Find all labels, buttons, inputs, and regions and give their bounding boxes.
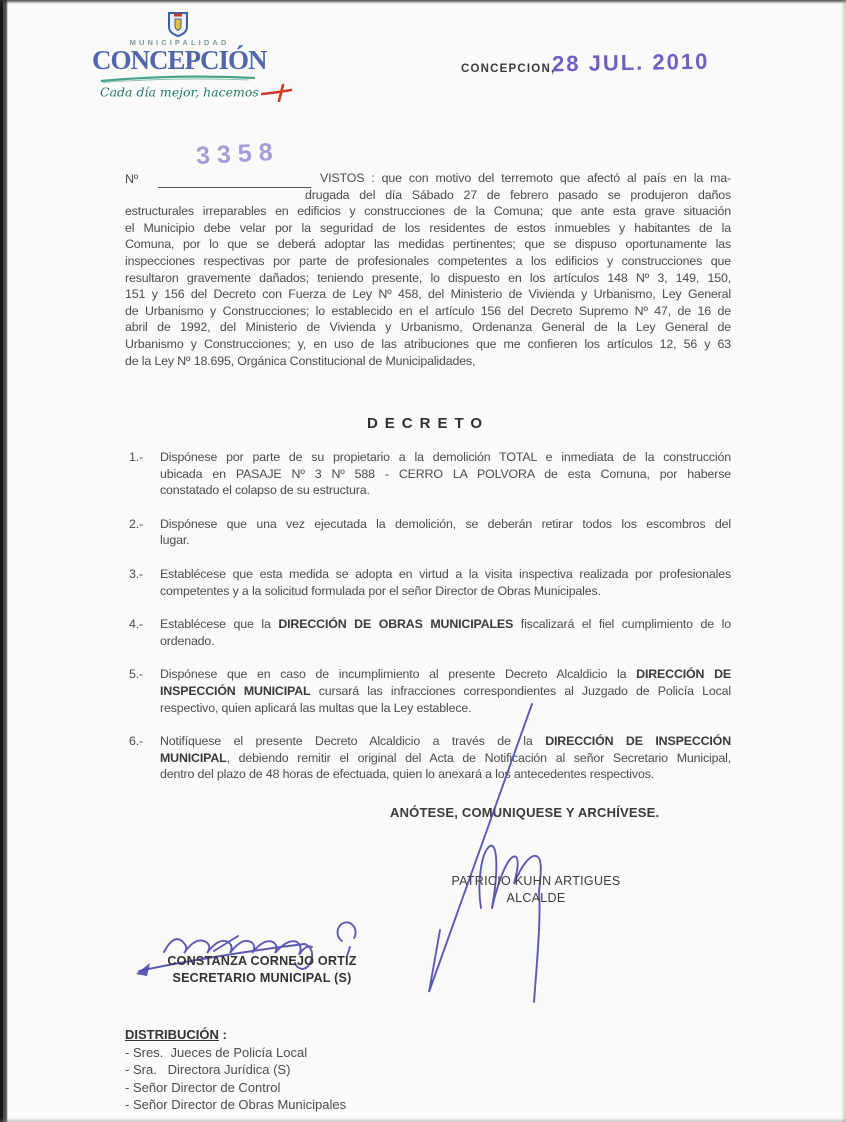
- vistos-paragraph: [125, 170, 731, 369]
- item-line: respectivo, quien aplicará las multas que la Ley establece.: [160, 700, 472, 715]
- signature-arrowhead: [136, 963, 150, 976]
- plus-cross-icon: [261, 84, 295, 102]
- distribution-heading-text: DISTRIBUCIÓN: [125, 1027, 219, 1042]
- logo-tagline-text: Cada día mejor, hacemos: [100, 84, 259, 100]
- vistos-line: drugada del día Sábado 27 de febrero pasado se produjeron daños: [305, 187, 731, 202]
- vistos-line: estructurales irreparables en edificios y construcciones de la Comuna; que ante esta grave situación: [125, 204, 731, 219]
- decree-item-2: [125, 516, 731, 549]
- item-line: dentro del plazo de 48 horas de efectuada, quien lo anexará a los antecedentes respectivos.: [160, 767, 655, 782]
- scan-edge-top: [0, 0, 846, 4]
- place-label: CONCEPCION,: [461, 63, 556, 75]
- item-line: Establécese que la DIRECCIÓN DE OBRAS MUNICIPALES fiscalizará el fiel cumplimiento de lo: [160, 617, 732, 632]
- scan-edge-left: [0, 0, 8, 1122]
- item-line: Dispónese por parte de su propietario a la demolición TOTAL e inmediata de la construcción: [160, 450, 731, 464]
- item-line: Notifíquese el presente Decreto Alcaldicio a través de la DIRECCIÓN DE INSPECCIÓN: [160, 734, 731, 749]
- vistos-line: abril de 1992, del Ministerio de Vivienda y Urbanismo, Ordenanza General de la Ley General de: [125, 320, 731, 335]
- logo-org-small: MUNICIPALIDAD: [129, 38, 230, 47]
- distribution-item: - Señor Director de Control: [125, 1079, 281, 1095]
- distribution-item: - Sra. Directora Jurídica (S): [125, 1062, 291, 1078]
- decree-item-3: [125, 566, 731, 599]
- date-stamp: 28 JUL. 2010: [551, 48, 710, 77]
- item-number: 6.-: [129, 734, 144, 749]
- item-line: ubicada en PASAJE Nº 3 Nº 588 - CERRO LA POLVORA de esta Comuna, por haberse: [160, 466, 731, 481]
- signer-name: PATRICIO KUHN ARTIGUES: [451, 874, 621, 888]
- distribution-section: [125, 1026, 346, 1113]
- item-line: Dispónese que una vez ejecutada la demolición, se deberán retirar todos los escombros del: [160, 516, 731, 531]
- item-line: Dispónese que en caso de incumplimiento al presente Decreto Alcaldicio la DIRECCIÓN DE: [160, 667, 731, 682]
- distribution-item: - Señor Director de Obras Municipales: [125, 1096, 347, 1112]
- item-line: INSPECCIÓN MUNICIPAL cursará las infracciones correspondientes al Juzgado de Policía Local: [160, 683, 731, 698]
- municipality-logo: [92, 12, 267, 102]
- item-line: constatado el colapso de su estructura.: [160, 483, 370, 498]
- vistos-line: inspecciones respectivas por parte de profesionales competentes a los edificios y construcciones que: [125, 253, 731, 268]
- vistos-line: de Urbanismo y Construcciones; lo establecido en el artículo 156 del Decreto Supremo Nº 47, de 16 de: [125, 303, 731, 318]
- closing-formula: ANÓTESE, COMUNIQUESE Y ARCHÍVESE.: [390, 805, 660, 820]
- vistos-line: Comuna, por lo que se deberá adoptar las medidas pertinentes; que se dispuso oportunamente las: [125, 237, 731, 252]
- item-number: 4.-: [129, 617, 144, 632]
- decree-item-4: [125, 616, 731, 649]
- vistos-line: VISTOS : que con motivo del terremoto que afectó al país en la ma-: [320, 171, 731, 185]
- scan-edge-bottom: [0, 1118, 846, 1122]
- item-number: 2.-: [129, 516, 144, 531]
- distribution-heading-colon: :: [218, 1027, 227, 1042]
- item-number: 3.-: [129, 566, 144, 581]
- signer-name: CONSTANZA CORNEJO ORTIZ: [167, 954, 357, 968]
- number-label: Nº: [125, 172, 139, 186]
- signer-title: SECRETARIO MUNICIPAL (S): [172, 971, 352, 985]
- vistos-line: resultaron gravemente dañados; teniendo presente, lo dispuesto en los artículos 148 Nº 3, 149, 150,: [125, 270, 731, 285]
- vistos-line: el Municipio debe velar por la seguridad de los residentes de estos inmuebles y habitantes de la: [125, 220, 731, 235]
- item-line: ordenado.: [160, 633, 215, 648]
- decree-items: [125, 449, 731, 800]
- logo-org-large: CONCEPCIÓN: [92, 45, 267, 75]
- decree-item-5: [125, 666, 731, 716]
- decree-item-6: [125, 733, 731, 783]
- vistos-line: de la Ley Nº 18.695, Orgánica Constitucional de Municipalidades,: [125, 353, 476, 368]
- logo-tagline: [100, 84, 264, 102]
- item-line: lugar.: [160, 533, 190, 548]
- vistos-line: Urbanismo y Construcciones; y, en uso de las atribuciones que me confieren los artículos 12, 56 y 63: [125, 336, 731, 351]
- item-line: competentes y a la solicitud formulada por el señor Director de Obras Municipales.: [160, 583, 601, 598]
- decree-heading: DECRETO: [366, 415, 490, 432]
- item-line: MUNICIPAL, debiendo remitir el original del Acta de Notificación al señor Secretario Municipal,: [160, 750, 731, 765]
- signature-block-mayor: [436, 873, 636, 907]
- crest-icon: [168, 12, 188, 37]
- distribution-item: - Sres. Jueces de Policía Local: [125, 1045, 308, 1061]
- distribution-heading: [125, 1026, 346, 1043]
- item-line: Establécese que esta medida se adopta en virtud a la visita inspectiva realizada por profesionales: [160, 566, 731, 581]
- number-stamp: 3358: [195, 137, 281, 171]
- item-number: 5.-: [129, 667, 144, 682]
- signer-title: ALCALDE: [506, 891, 566, 905]
- decree-item-1: [125, 449, 731, 499]
- swoosh-underline-icon: [99, 74, 257, 83]
- scan-edge-right: [841, 0, 846, 1122]
- signature-block-secretary: [156, 953, 368, 987]
- vistos-line: 151 y 156 del Decreto con Fuerza de Ley Nº 458, del Ministerio de Vivienda y Urbanismo, Ley General: [125, 287, 731, 302]
- item-number: 1.-: [129, 450, 144, 464]
